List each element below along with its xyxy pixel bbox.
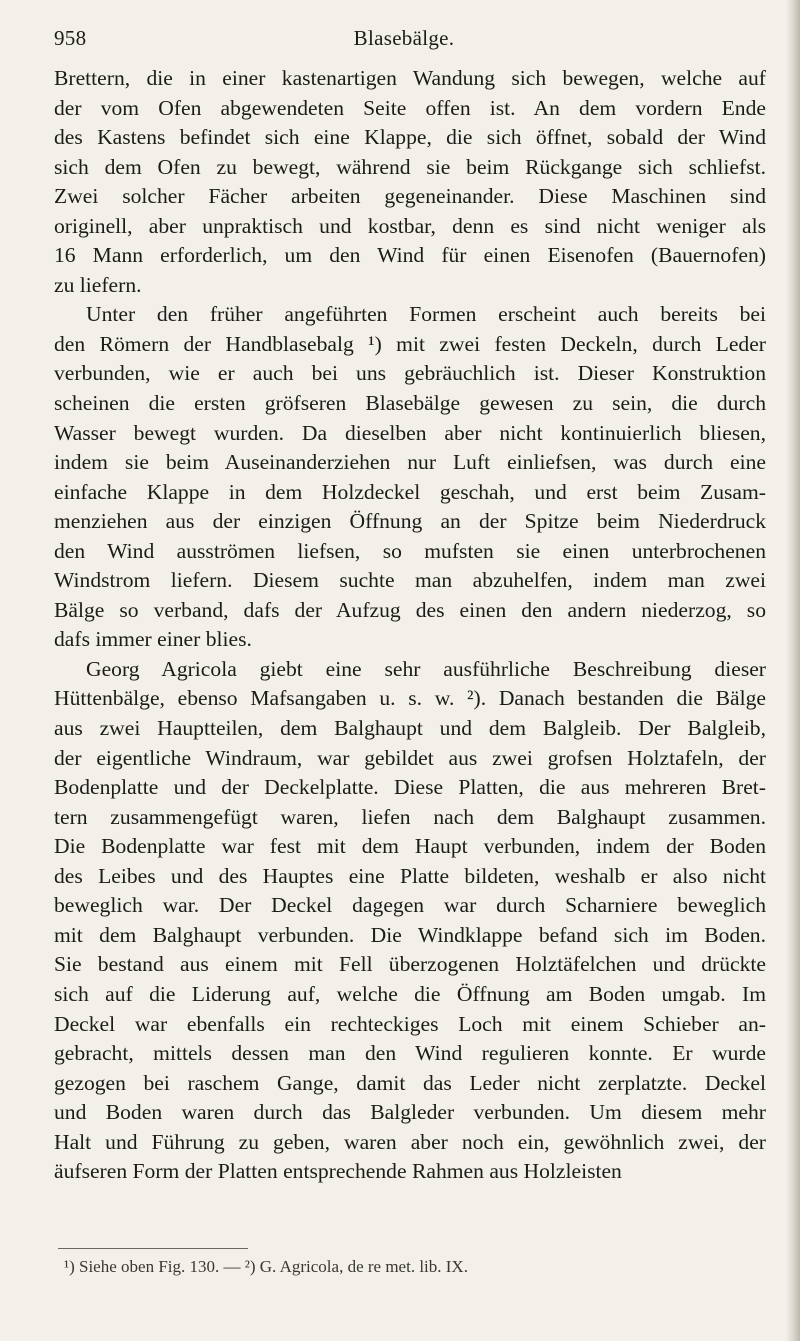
text-line: Brettern, die in einer kastenartigen Wandung sich bewegen, welche auf [54,66,766,90]
text-line: Sie bestand aus einem mit Fell überzogenen Holztäfelchen und drückte [54,952,766,977]
footnote-rule [58,1248,248,1249]
text-line: originell, aber unpraktisch und kostbar, denn es sind nicht weniger als [54,213,766,238]
text-line: den Römern der Handblasebalg ¹) mit zwei festen Deckeln, durch Leder [54,331,766,356]
running-title: Blasebälge. [353,26,455,50]
text-line: gezogen bei raschem Gange, damit das Leder nicht zerplatzte. Deckel [54,1070,766,1095]
text-line: 16 Mann erforderlich, um den Wind für einen Eisenofen (Bauernofen) [54,243,766,268]
text-line: den Wind ausströmen liefsen, so mufsten sie einen unterbrochenen [54,538,766,563]
text-line: verbunden, wie er auch bei uns gebräuchlich ist. Dieser Konstruktion [54,361,766,386]
text-line: tern zusammengefügt waren, liefen nach dem Balghaupt zusammen. [54,804,766,829]
paragraph [54,64,766,300]
text-line: menziehen aus der einzigen Öffnung an der Spitze beim Niederdruck [54,509,766,534]
text-line: Bälge so verband, dafs der Aufzug des einen den andern niederzog, so [54,597,766,622]
paragraph [54,655,766,1187]
body-text [54,64,766,1187]
text-line: indem sie beim Auseinanderziehen nur Luft einliefsen, was durch eine [54,450,766,475]
text-line: beweglich war. Der Deckel dagegen war durch Scharniere beweglich [54,893,766,918]
text-line: des Kastens befindet sich eine Klappe, die sich öffnet, sobald der Wind [54,125,766,150]
text-line: gebracht, mittels dessen man den Wind regulieren konnte. Er wurde [54,1041,766,1066]
text-line: aus zwei Hauptteilen, dem Balghaupt und dem Balgleib. Der Balgleib, [54,716,766,741]
text-line: Georg Agricola giebt eine sehr ausführliche Beschreibung dieser [86,656,766,681]
text-line: Halt und Führung zu geben, waren aber noch ein, gewöhnlich zwei, der [54,1129,766,1154]
text-line: Windstrom liefern. Diesem suchte man abzuhelfen, indem man zwei [54,568,766,593]
paragraph [54,300,766,655]
text-line: Unter den früher angeführten Formen erscheint auch bereits bei [86,302,766,327]
text-line: sich dem Ofen zu bewegt, während sie beim Rückgange sich schliefst. [54,154,766,179]
text-line: mit dem Balghaupt verbunden. Die Windklappe befand sich im Boden. [54,922,766,947]
text-line: der vom Ofen abgewendeten Seite offen ist. An dem vordern Ende [54,95,766,120]
text-line: Wasser bewegt wurden. Da dieselben aber nicht kontinuierlich bliesen, [54,420,766,445]
page-edge-shadow [786,0,800,1341]
text-line: Zwei solcher Fächer arbeiten gegeneinander. Diese Maschinen sind [54,184,766,209]
page-number: 958 [54,26,87,50]
text-line: der eigentliche Windraum, war gebildet aus zwei grofsen Holztafeln, der [54,745,766,770]
text-line: äufseren Form der Platten entsprechende Rahmen aus Holzleisten [54,1159,622,1184]
page-header [54,26,754,56]
text-line: Deckel war ebenfalls ein rechteckiges Loch mit einem Schieber an- [54,1011,766,1036]
text-line: und Boden waren durch das Balgleder verbunden. Um diesem mehr [54,1100,766,1125]
text-line: einfache Klappe in dem Holzdeckel geschah, und erst beim Zusam- [54,479,766,504]
text-line: scheinen die ersten gröfseren Blasebälge gewesen zu sein, die durch [54,391,766,416]
text-line: Bodenplatte und der Deckelplatte. Diese Platten, die aus mehreren Bret- [54,775,766,800]
footnotes: ¹) Siehe oben Fig. 130. — ²) G. Agricola, de re met. lib. IX. [64,1257,468,1276]
text-line: sich auf die Liderung auf, welche die Öffnung am Boden umgab. Im [54,981,766,1006]
text-line: Hüttenbälge, ebenso Mafsangaben u. s. w. ²). Danach bestanden die Bälge [54,686,766,711]
text-line: des Leibes und des Hauptes eine Platte bildeten, weshalb er also nicht [54,863,766,888]
text-line: dafs immer einer blies. [54,627,252,652]
text-line: zu liefern. [54,272,142,297]
text-line: Die Bodenplatte war fest mit dem Haupt verbunden, indem der Boden [54,834,766,859]
